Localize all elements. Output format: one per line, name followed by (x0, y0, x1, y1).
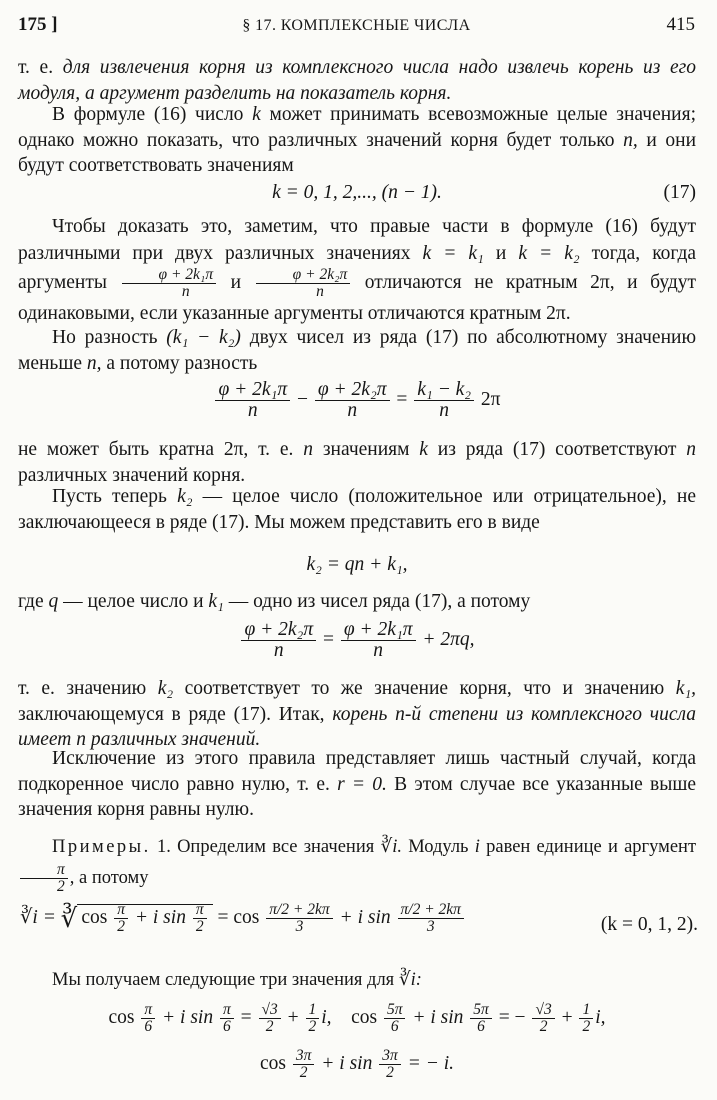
fraction: $\frac{\text{φ + 2k₁π}}{n}$ (341, 620, 416, 661)
var: k (252, 104, 261, 125)
radicand: cos $\frac{\pi}{2}$ + i sin $\frac{\pi}{2}$ (77, 904, 212, 928)
var: k₂ (157, 678, 174, 699)
equation-difference (18, 380, 696, 421)
equation-expression: k₂ = qn + k₁, (306, 554, 408, 575)
operator: − (296, 388, 308, 410)
fraction: $\frac{\text{φ + 2k₁π}}{n}$ (122, 267, 217, 300)
equation-q (18, 620, 696, 661)
fraction: $\frac{\text{φ + 2k₂π}}{n}$ (256, 267, 351, 300)
math-inline: ∛i: (398, 970, 422, 990)
text: т. е. (18, 57, 54, 78)
fraction: $\frac{\pi}{6}$ (220, 1002, 234, 1035)
section-marker: 175 ] (18, 14, 58, 35)
math-tail: 2π (480, 388, 501, 410)
equation-values-row1: cos $\frac{\pi}{6}$ + i sin $\frac{\pi}{6}$ = $\frac{√3}{2}$ + $\frac{1}{2}$ i, cos $\frac{5\pi}{6}$ + i sin $\frac{5\pi}{6}$ = − $\frac{√3}{2}$ + $\frac{1}{2}$ i, (108, 1001, 606, 1035)
text: — одно из чисел ряда (17), а потому (228, 591, 531, 612)
text: различных значений корня. (18, 464, 246, 486)
text: равен единице и аргумент (486, 837, 697, 857)
var: n (686, 439, 696, 460)
equation-k2 (18, 552, 696, 578)
fraction: $\frac{\pi/2 + 2k\pi}{3}$ (266, 902, 332, 935)
text: т. е. значению (18, 678, 147, 699)
paragraph-conclusion (18, 437, 696, 488)
page-number: 415 (666, 14, 695, 35)
fraction: $\frac{5\pi}{6}$ (470, 1002, 492, 1035)
text: может принимать всевозможные целые значения; однако можно показать, что различных значений корня будет только (18, 104, 697, 151)
equation-17 (18, 180, 696, 206)
fraction: $\frac{\pi}{2}$ (193, 902, 207, 935)
paragraph-difference (18, 325, 696, 376)
paragraph-theorem (18, 676, 696, 753)
text: отличаются не кратным 2π, и будут одинаковыми, если указанные аргументы отличаются кратным 2π. (18, 271, 697, 324)
paragraph-values-intro (18, 102, 696, 179)
var: k (419, 439, 428, 460)
fraction: $\frac{3\pi}{2}$ (379, 1048, 401, 1081)
text: тогда, когда аргументы (18, 243, 697, 293)
text: Чтобы доказать это, заметим, что правые части в формуле (16) будут различными при двух различных значениях (18, 216, 696, 264)
text: и (230, 271, 242, 293)
math-inline: k = k₂ (518, 243, 580, 264)
text: 1. Определим все значения (156, 837, 375, 857)
examples-label: Примеры. (52, 837, 151, 857)
fraction: $\frac{\pi}{6}$ (141, 1002, 155, 1035)
operator: = (322, 628, 334, 650)
paragraph-k2 (18, 484, 696, 535)
var: n (303, 439, 313, 460)
text: Пусть теперь (52, 486, 167, 507)
text: и (495, 243, 507, 264)
var: k₁, (675, 678, 697, 699)
text: Но разность (52, 327, 158, 348)
text: соответствует то же значение корня, что и значению (184, 678, 665, 699)
operator: = (217, 906, 229, 928)
text: из ряда (17) соответствуют (437, 439, 677, 460)
rule-emphasis: для извлечения корня из комплексного числа надо извлечь корень из его модуля, а аргумент разделить на показатель корня. (18, 57, 696, 104)
var: i (474, 837, 480, 857)
theorem-emphasis: корень n-й степени из комплексного числа имеет n различных значений. (18, 703, 696, 750)
text: заключающемуся в ряде (17). Итак, (18, 703, 325, 725)
fraction: $\frac{5\pi}{6}$ (384, 1002, 406, 1035)
paragraph-exception (18, 746, 696, 823)
paragraph-rule (18, 55, 696, 106)
var: n, (623, 129, 638, 151)
text: значениям (322, 439, 410, 460)
text: не может быть кратна 2π, т. е. (18, 439, 294, 460)
math-inline: r = 0. (337, 773, 387, 795)
math-inline: k = k₁ (422, 243, 484, 264)
fraction: $\frac{\text{k₁ − k₂}}{n}$ (414, 380, 474, 421)
fraction: $\frac{\text{φ + 2k₂π}}{n}$ (315, 380, 390, 421)
fraction: $\frac{\text{φ + 2k₁π}}{n}$ (215, 380, 290, 421)
paragraph-three-values (18, 968, 696, 994)
fraction: $\frac{\pi/2 + 2k\pi}{3}$ (398, 902, 464, 935)
text: и они будут соответствовать значениям (18, 129, 697, 176)
equation-expression: k = 0, 1, 2,..., (n − 1). (272, 182, 442, 203)
text: Мы получаем следующие три значения для (52, 970, 395, 990)
fraction: $\frac{3\pi}{2}$ (293, 1048, 315, 1081)
text: — целое число и (63, 591, 204, 612)
math-tail: + 2πq, (422, 628, 475, 650)
math-lhs: ∛i = (20, 906, 56, 928)
equation-cube-root: ∛i = ∛ cos $\frac{\pi}{2}$ + i sin $\frac{\pi}{2}$ = cos $\frac{\pi/2 + 2k\pi}{3}$ + i sin $\frac{\pi/2 + 2k\pi}{3}$ (k = 0, 1, 2). (18, 902, 698, 935)
paragraph-q (18, 589, 696, 615)
var: k₁ (208, 591, 224, 612)
var: k₂ (177, 486, 193, 507)
text: двух чисел из ряда (17) по абсолютному значению меньше (18, 327, 697, 374)
text: Исключение из этого правила представляет лишь частный случай, когда подкоренное число равно нулю, т. е. (18, 748, 696, 795)
running-header (18, 12, 695, 40)
fraction: $\frac{\text{φ + 2k₂π}}{n}$ (241, 620, 316, 661)
operator: = (396, 388, 408, 410)
text: В этом случае все указанные выше значения корня равны нулю. (18, 773, 697, 820)
text: — целое число (положительное или отрицательное), не заключающееся в ряде (17). Мы можем представить его в виде (18, 486, 697, 533)
paragraph-proof (18, 213, 696, 327)
condition: (k = 0, 1, 2). (600, 914, 698, 935)
paragraph-examples (18, 832, 696, 895)
math-inline: (k₁ − k₂) (166, 327, 241, 348)
section-title: § 17. КОМПЛЕКСНЫЕ ЧИСЛА (242, 17, 471, 34)
equation-values-row2: cos $\frac{3\pi}{2}$ + i sin $\frac{3\pi}{2}$ = − i. (260, 1047, 454, 1081)
fraction: $\frac{1}{2}$ (306, 1002, 320, 1035)
math-inline: ∛i. (380, 837, 403, 857)
fraction: $\frac{\pi}{2}$ (20, 862, 68, 895)
text: В формуле (16) число (52, 104, 244, 125)
equation-number: (17) (663, 182, 696, 203)
text: где (18, 591, 44, 612)
radical-sign: ∛ (60, 903, 78, 933)
text: а потому разность (106, 352, 258, 374)
fraction: $\frac{\pi}{2}$ (114, 902, 128, 935)
var: q (48, 591, 59, 612)
fraction: $\frac{1}{2}$ (579, 1002, 593, 1035)
var: n, (86, 352, 102, 374)
text: , а потому (69, 867, 149, 888)
fraction: $\frac{√3}{2}$ (259, 1002, 281, 1035)
text: Модуль (408, 837, 469, 857)
fraction: $\frac{√3}{2}$ (532, 1002, 554, 1035)
